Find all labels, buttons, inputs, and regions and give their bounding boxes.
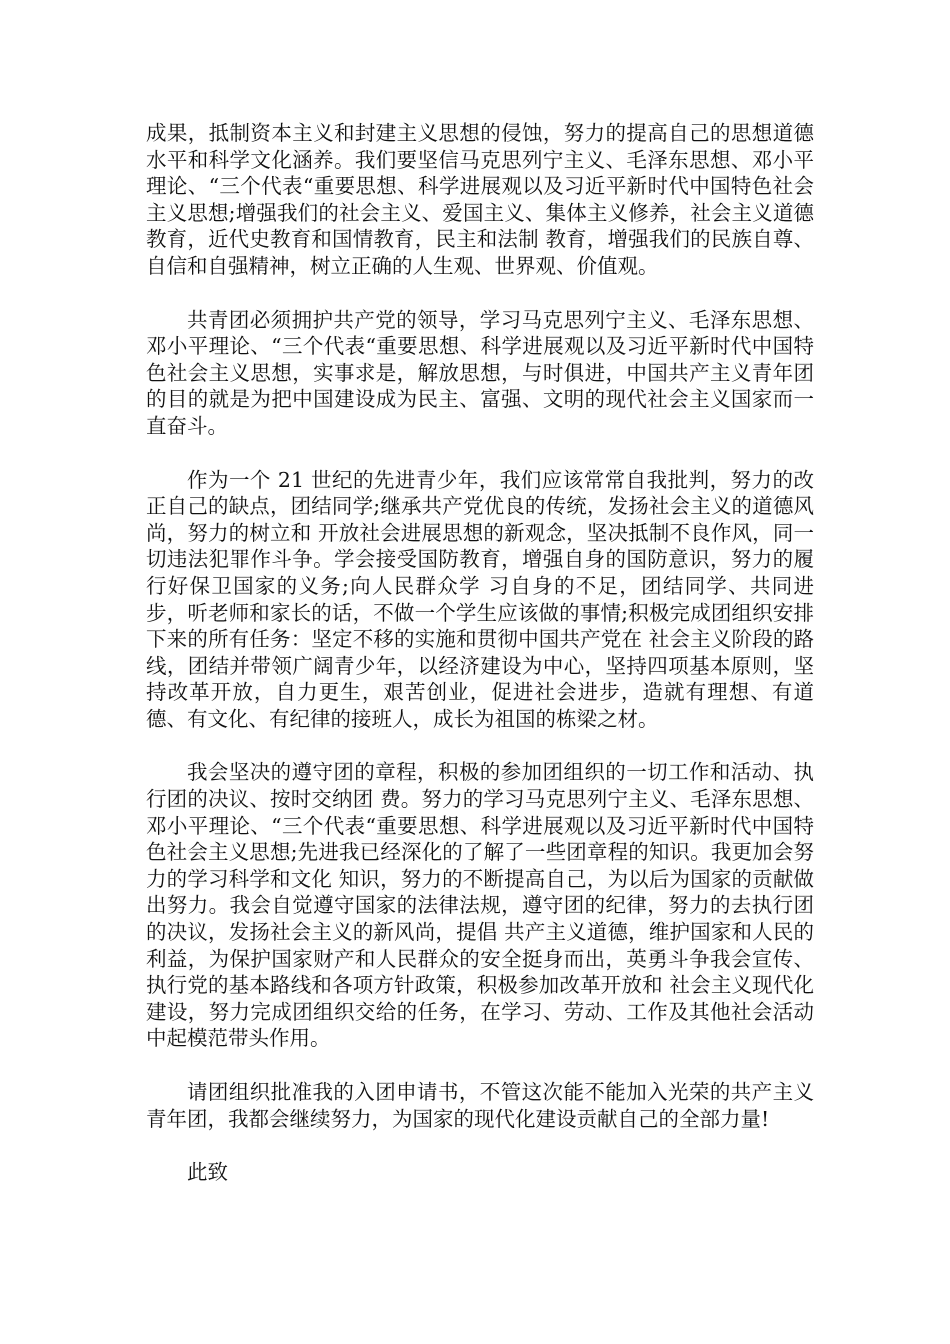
document-page [146,120,814,1186]
paragraph-3: 作为一个 21 世纪的先进青少年，我们应该常常自我批判，努力的改正自己的缺点，团结同学;继承共产党优良的传统，发扬社会主义的道德风尚，努力的树立和 开放社会进展思想的新观念，坚决抵制不良作风，同一切违法犯罪作斗争。学会接受国防教育，增强自身的国防意识，努力的履行好保卫国家的义务;向人民群众学 习自身的不足，团结同学、共同进步，听老师和家长的话，不做一个学生应该做的事情;积极完成团组织安排下来的所有任务：坚定不移的实施和贯彻中国共产党在 社会主义阶段的路线，团结并带领广阔青少年，以经济建设为中心，坚持四项基本原则，坚持改革开放，自力更生，艰苦创业，促进社会进步，造就有理想、有道 德、有文化、有纪律的接班人，成长为祖国的栋梁之材。 [146,467,814,731]
paragraph-1: 成果，抵制资本主义和封建主义思想的侵蚀，努力的提高自己的思想道德水平和科学文化涵养。我们要坚信马克思列宁主义、毛泽东思想、邓小平理论、“三个代表“重要思想、科学进展观以及习近平新时代中国特色社会主义思想;增强我们的社会主义、爱国主义、集体主义修养，社会主义道德教育，近代史教育和国情教育，民主和法制 教育，增强我们的民族自尊、自信和自强精神，树立正确的人生观、世界观、价值观。 [146,121,814,278]
paragraph-2: 共青团必须拥护共产党的领导，学习马克思列宁主义、毛泽东思想、邓小平理论、“三个代表“重要思想、科学进展观以及习近平新时代中国特色社会主义思想，实事求是，解放思想，与时俱进，中国共产主义青年团的目的就是为把中国建设成为民主、富强、文明的现代社会主义国家而一直奋斗。 [146,307,814,438]
paragraph-5: 请团组织批准我的入团申请书，不管这次能不能加入光荣的共产主义青年团，我都会继续努力，为国家的现代化建设贡献自己的全部力量! [146,1080,814,1131]
closing-salutation: 此致 [187,1160,228,1185]
paragraph-4: 我会坚决的遵守团的章程，积极的参加团组织的一切工作和活动、执行团的决议、按时交纳团 费。努力的学习马克思列宁主义、毛泽东思想、邓小平理论、“三个代表“重要思想、科学进展观以及习近平新时代中国特色社会主义思想;先进我已经深化的了解了一些团章程的知识。我更加会努力的学习科学和文化 知识，努力的不断提高自己，为以后为国家的贡献做出努力。我会自觉遵守国家的法律法规，遵守团的纪律，努力的去执行团的决议，发扬社会主义的新风尚，提倡 共产主义道德，维护国家和人民的利益，为保护国家财产和人民群众的安全挺身而出，英勇斗争我会宣传、执行党的基本路线和各项方针政策，积极参加改革开放和 社会主义现代化建设，努力完成团组织交给的任务，在学习、劳动、工作及其他社会活动中起模范带头作用。 [146,760,814,1051]
